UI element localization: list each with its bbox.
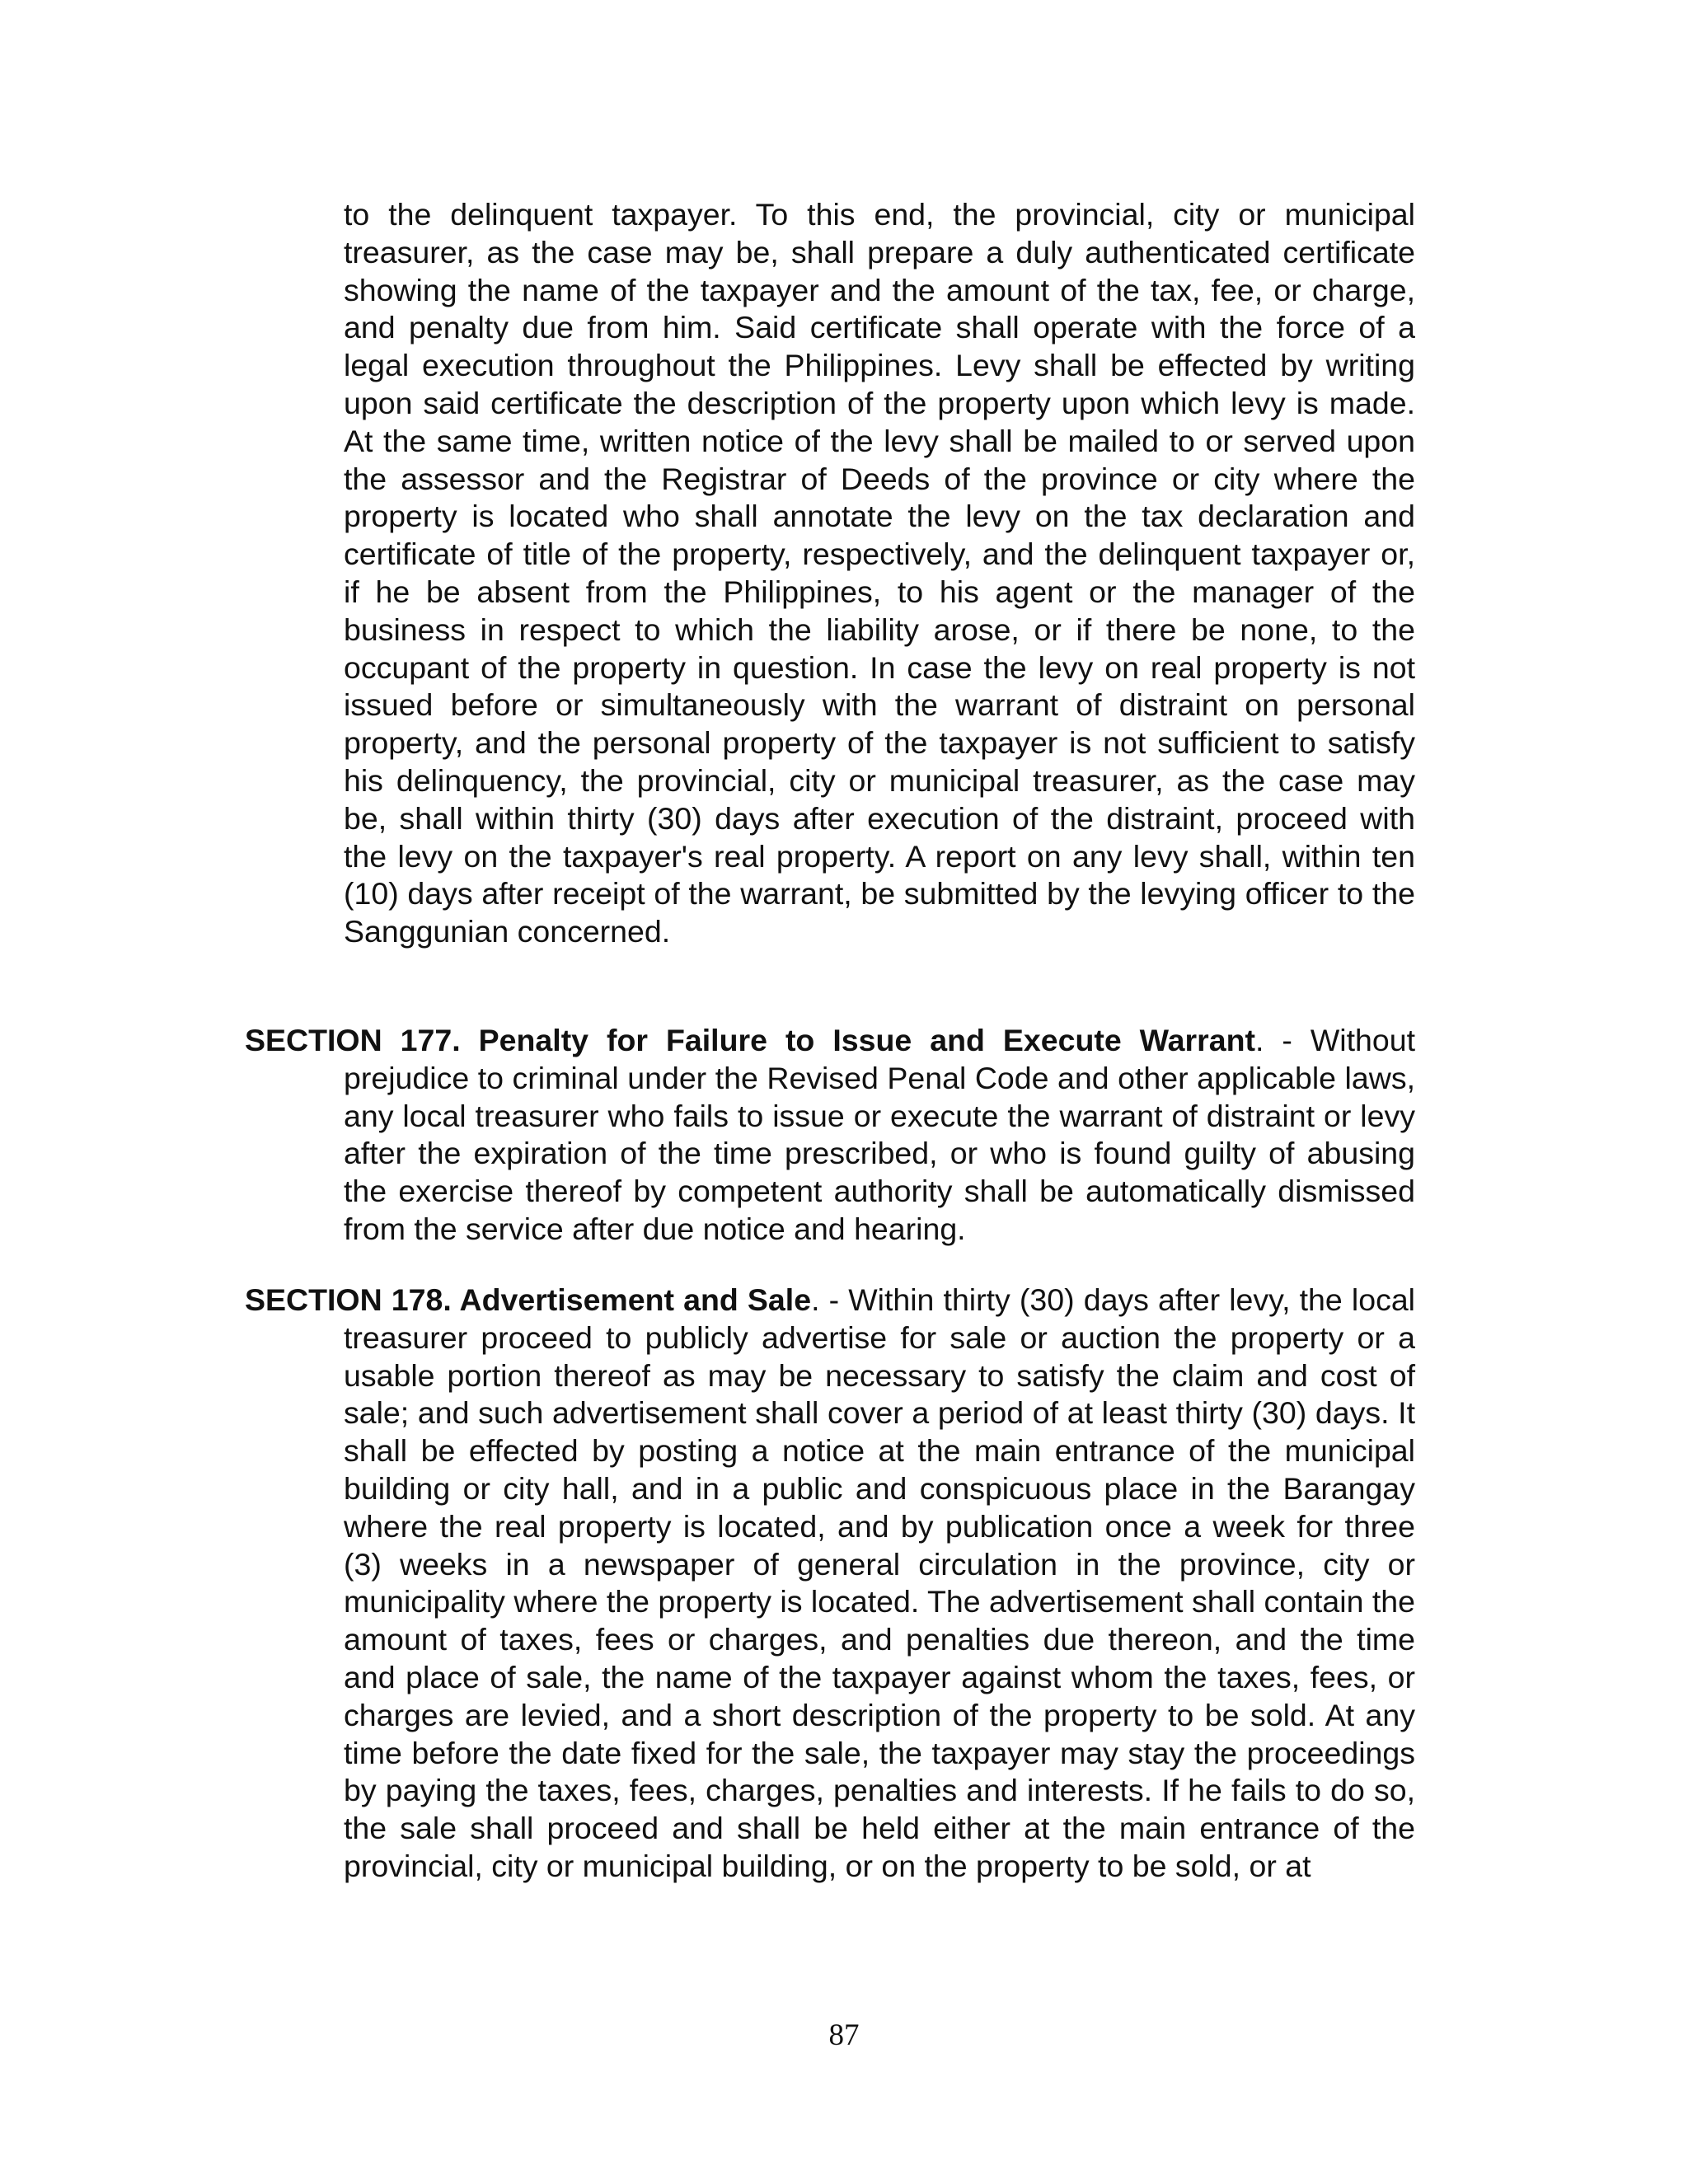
section-177-heading: SECTION 177. Penalty for Failure to Issue and Execute Warrant: [245, 1023, 1255, 1057]
section-178: [245, 1282, 1415, 1886]
section-177-body: . - Without prejudice to criminal under the Revised Penal Code and other applicable laws, any local treasurer who fails to issue or execute the warrant of distraint or levy after the expiration of the time prescribed, or who is found guilty of abusing the exercise thereof by competent authority shall be automatically dismissed from the service after due notice and hearing.: [344, 1023, 1415, 1246]
page-number: 87: [828, 2018, 860, 2052]
section-178-body: . - Within thirty (30) days after levy, the local treasurer proceed to publicly advertise for sale or auction the property or a usable portion thereof as may be necessary to satisfy the claim and cost of sale; and such advertisement shall cover a period of at least thirty (30) days. It shall be effected by posting a notice at the main entrance of the municipal building or city hall, and in a public and conspicuous place in the Barangay where the real property is located, and by publication once a week for three (3) weeks in a newspaper of general circulation in the province, city or municipality where the property is located. The advertisement shall contain the amount of taxes, fees or charges, and penalties due thereon, and the time and place of sale, the name of the taxpayer against whom the taxes, fees, or charges are levied, and a short description of the property to be sold. At any time before the date fixed for the sale, the taxpayer may stay the proceedings by paying the taxes, fees, charges, penalties and interests. If he fails to do so, the sale shall proceed and shall be held either at the main entrance of the provincial, city or municipal building, or on the property to be sold, or at: [344, 1282, 1416, 1883]
section-178-heading: SECTION 178. Advertisement and Sale: [245, 1282, 812, 1317]
section-177: [245, 1022, 1415, 1249]
continuation-paragraph: to the delinquent taxpayer. To this end, the provincial, city or municipal treasurer, as the case may be, shall prepare a duly authenticated certificate showing the name of the taxpayer and the amount of the tax, fee, or charge, and penalty due from him. Said certificate shall operate with the force of a legal execution throughout the Philippines. Levy shall be effected by writing upon said certificate the description of the property upon which levy is made. At the same time, written notice of the levy shall be mailed to or served upon the assessor and the Registrar of Deeds of the province or city where the property is located who shall annotate the levy on the tax declaration and certificate of title of the property, respectively, and the delinquent taxpayer or, if he be absent from the Philippines, to his agent or the manager of the business in respect to which the liability arose, or if there be none, to the occupant of the property in question. In case the levy on real property is not issued before or simultaneously with the warrant of distraint on personal property, and the personal property of the taxpayer is not sufficient to satisfy his delinquency, the provincial, city or municipal treasurer, as the case may be, shall within thirty (30) days after execution of the distraint, proceed with the levy on the taxpayer's real property. A report on any levy shall, within ten (10) days after receipt of the warrant, be submitted by the levying officer to the Sanggunian concerned.: [344, 197, 1415, 949]
